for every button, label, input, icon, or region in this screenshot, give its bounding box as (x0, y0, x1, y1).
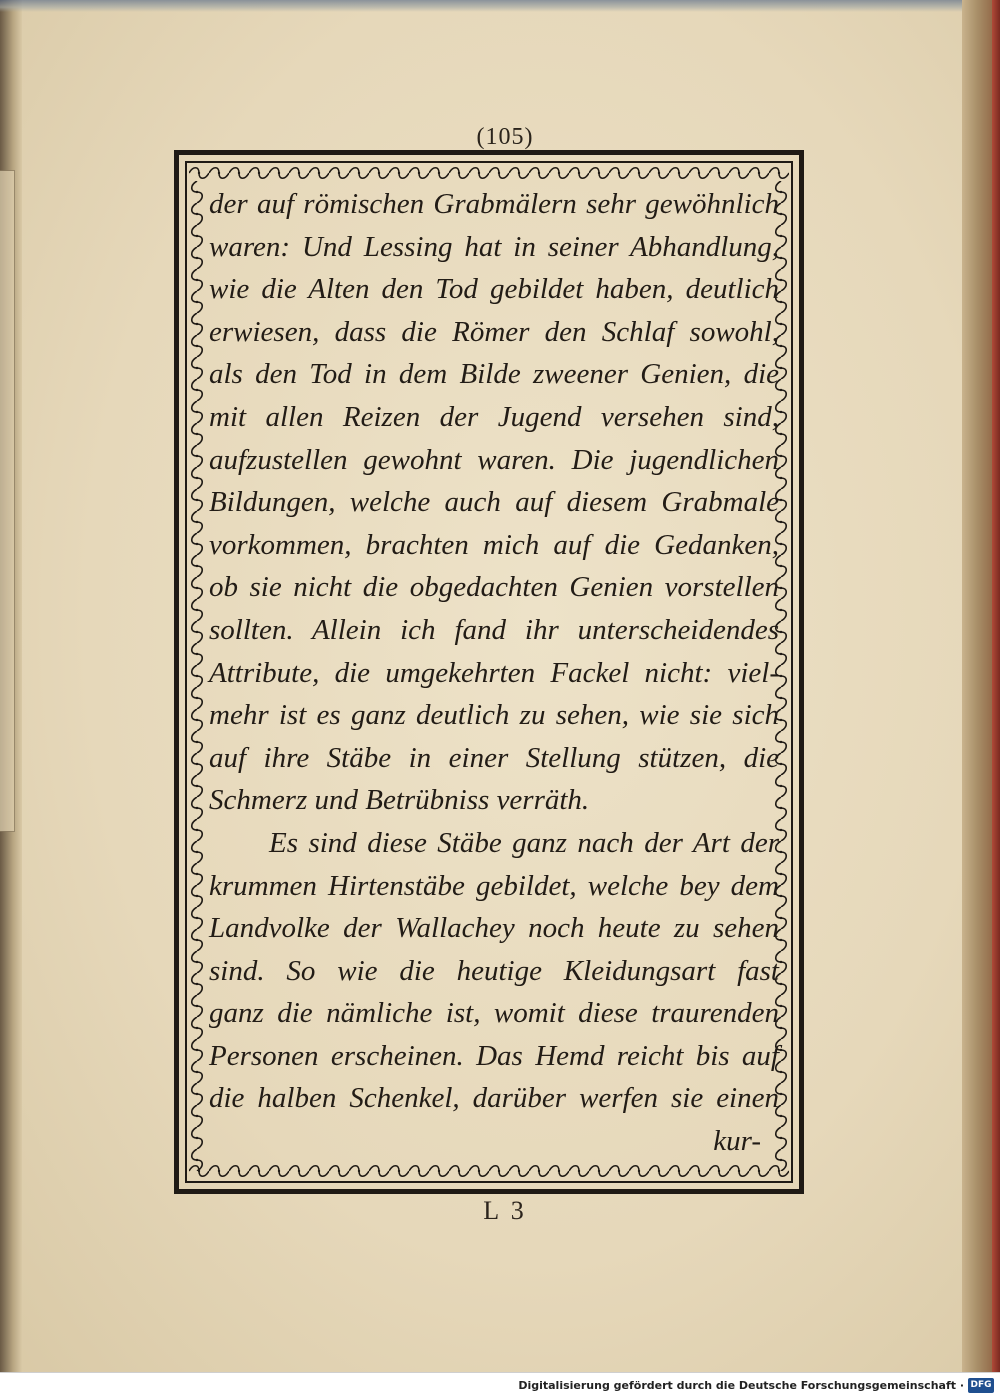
text-line: erwiesen, dass die Römer den Schlaf sowohl, (209, 315, 779, 348)
signature-mark: L 3 (483, 1196, 527, 1225)
text-line: der auf römischen Grabmälern sehr gewöhnlich (209, 188, 779, 220)
ornament-band-bottom (189, 1163, 789, 1179)
text-line: waren: Und Lessing hat in seiner Abhandlung, (209, 230, 779, 263)
text-line: vorkommen, brachten mich auf die Gedanken, (209, 528, 779, 561)
ornament-band-top (189, 165, 789, 181)
text-line: Personen erscheinen. Das Hemd reicht bis auf (209, 1039, 779, 1072)
digitization-footer (0, 1372, 1000, 1399)
text-line: ob sie nicht die obgedachten Genien vorstellen (209, 571, 779, 604)
text-line: Schmerz und Betrübniss verräth. (209, 784, 590, 817)
book-fore-edge (962, 0, 1000, 1372)
text-line: als den Tod in dem Bilde zweener Genien, die (209, 358, 779, 391)
ornamental-frame (174, 150, 804, 1194)
page-number: (105) (476, 124, 534, 150)
text-line: sollten. Allein ich fand ihr unterscheidendes (209, 613, 779, 646)
text-line: wie die Alten den Tod gebildet haben, deutlich (209, 273, 779, 306)
dfg-logo-icon: DFG (968, 1378, 994, 1393)
text-line: sind. So wie die heutige Kleidungsart fast (209, 954, 779, 987)
text-line: mit allen Reizen der Jugend versehen sind, (209, 400, 779, 433)
paragraph-start-line: Es sind diese Stäbe ganz nach der Art der (269, 826, 779, 859)
text-line: ganz die nämliche ist, womit diese traurenden (209, 997, 779, 1030)
text-line: aufzustellen gewohnt waren. Die jugendlichen (209, 443, 779, 476)
text-line: Bildungen, welche auch auf diesem Grabmale (209, 486, 779, 519)
text-line: krummen Hirtenstäbe gebildet, welche bey dem (209, 869, 779, 902)
text-line: Landvolke der Wallachey noch heute zu sehen (209, 912, 779, 945)
ornament-band-left (189, 181, 205, 1171)
previous-page-edge (0, 170, 15, 832)
text-line: auf ihre Stäbe in einer Stellung stützen, die (209, 741, 779, 774)
top-edge-strip (0, 0, 962, 12)
text-line: die halben Schenkel, darüber werfen sie einen (209, 1082, 779, 1115)
funding-credit: Digitalisierung gefördert durch die Deutsche Forschungsgemeinschaft · (518, 1379, 964, 1392)
body-text (209, 183, 779, 1163)
text-line: Attribute, die umgekehrten Fackel nicht: viel- (209, 656, 779, 689)
text-line: mehr ist es ganz deutlich zu sehen, wie sie sich (209, 699, 779, 732)
catchword: kur- (713, 1125, 761, 1158)
